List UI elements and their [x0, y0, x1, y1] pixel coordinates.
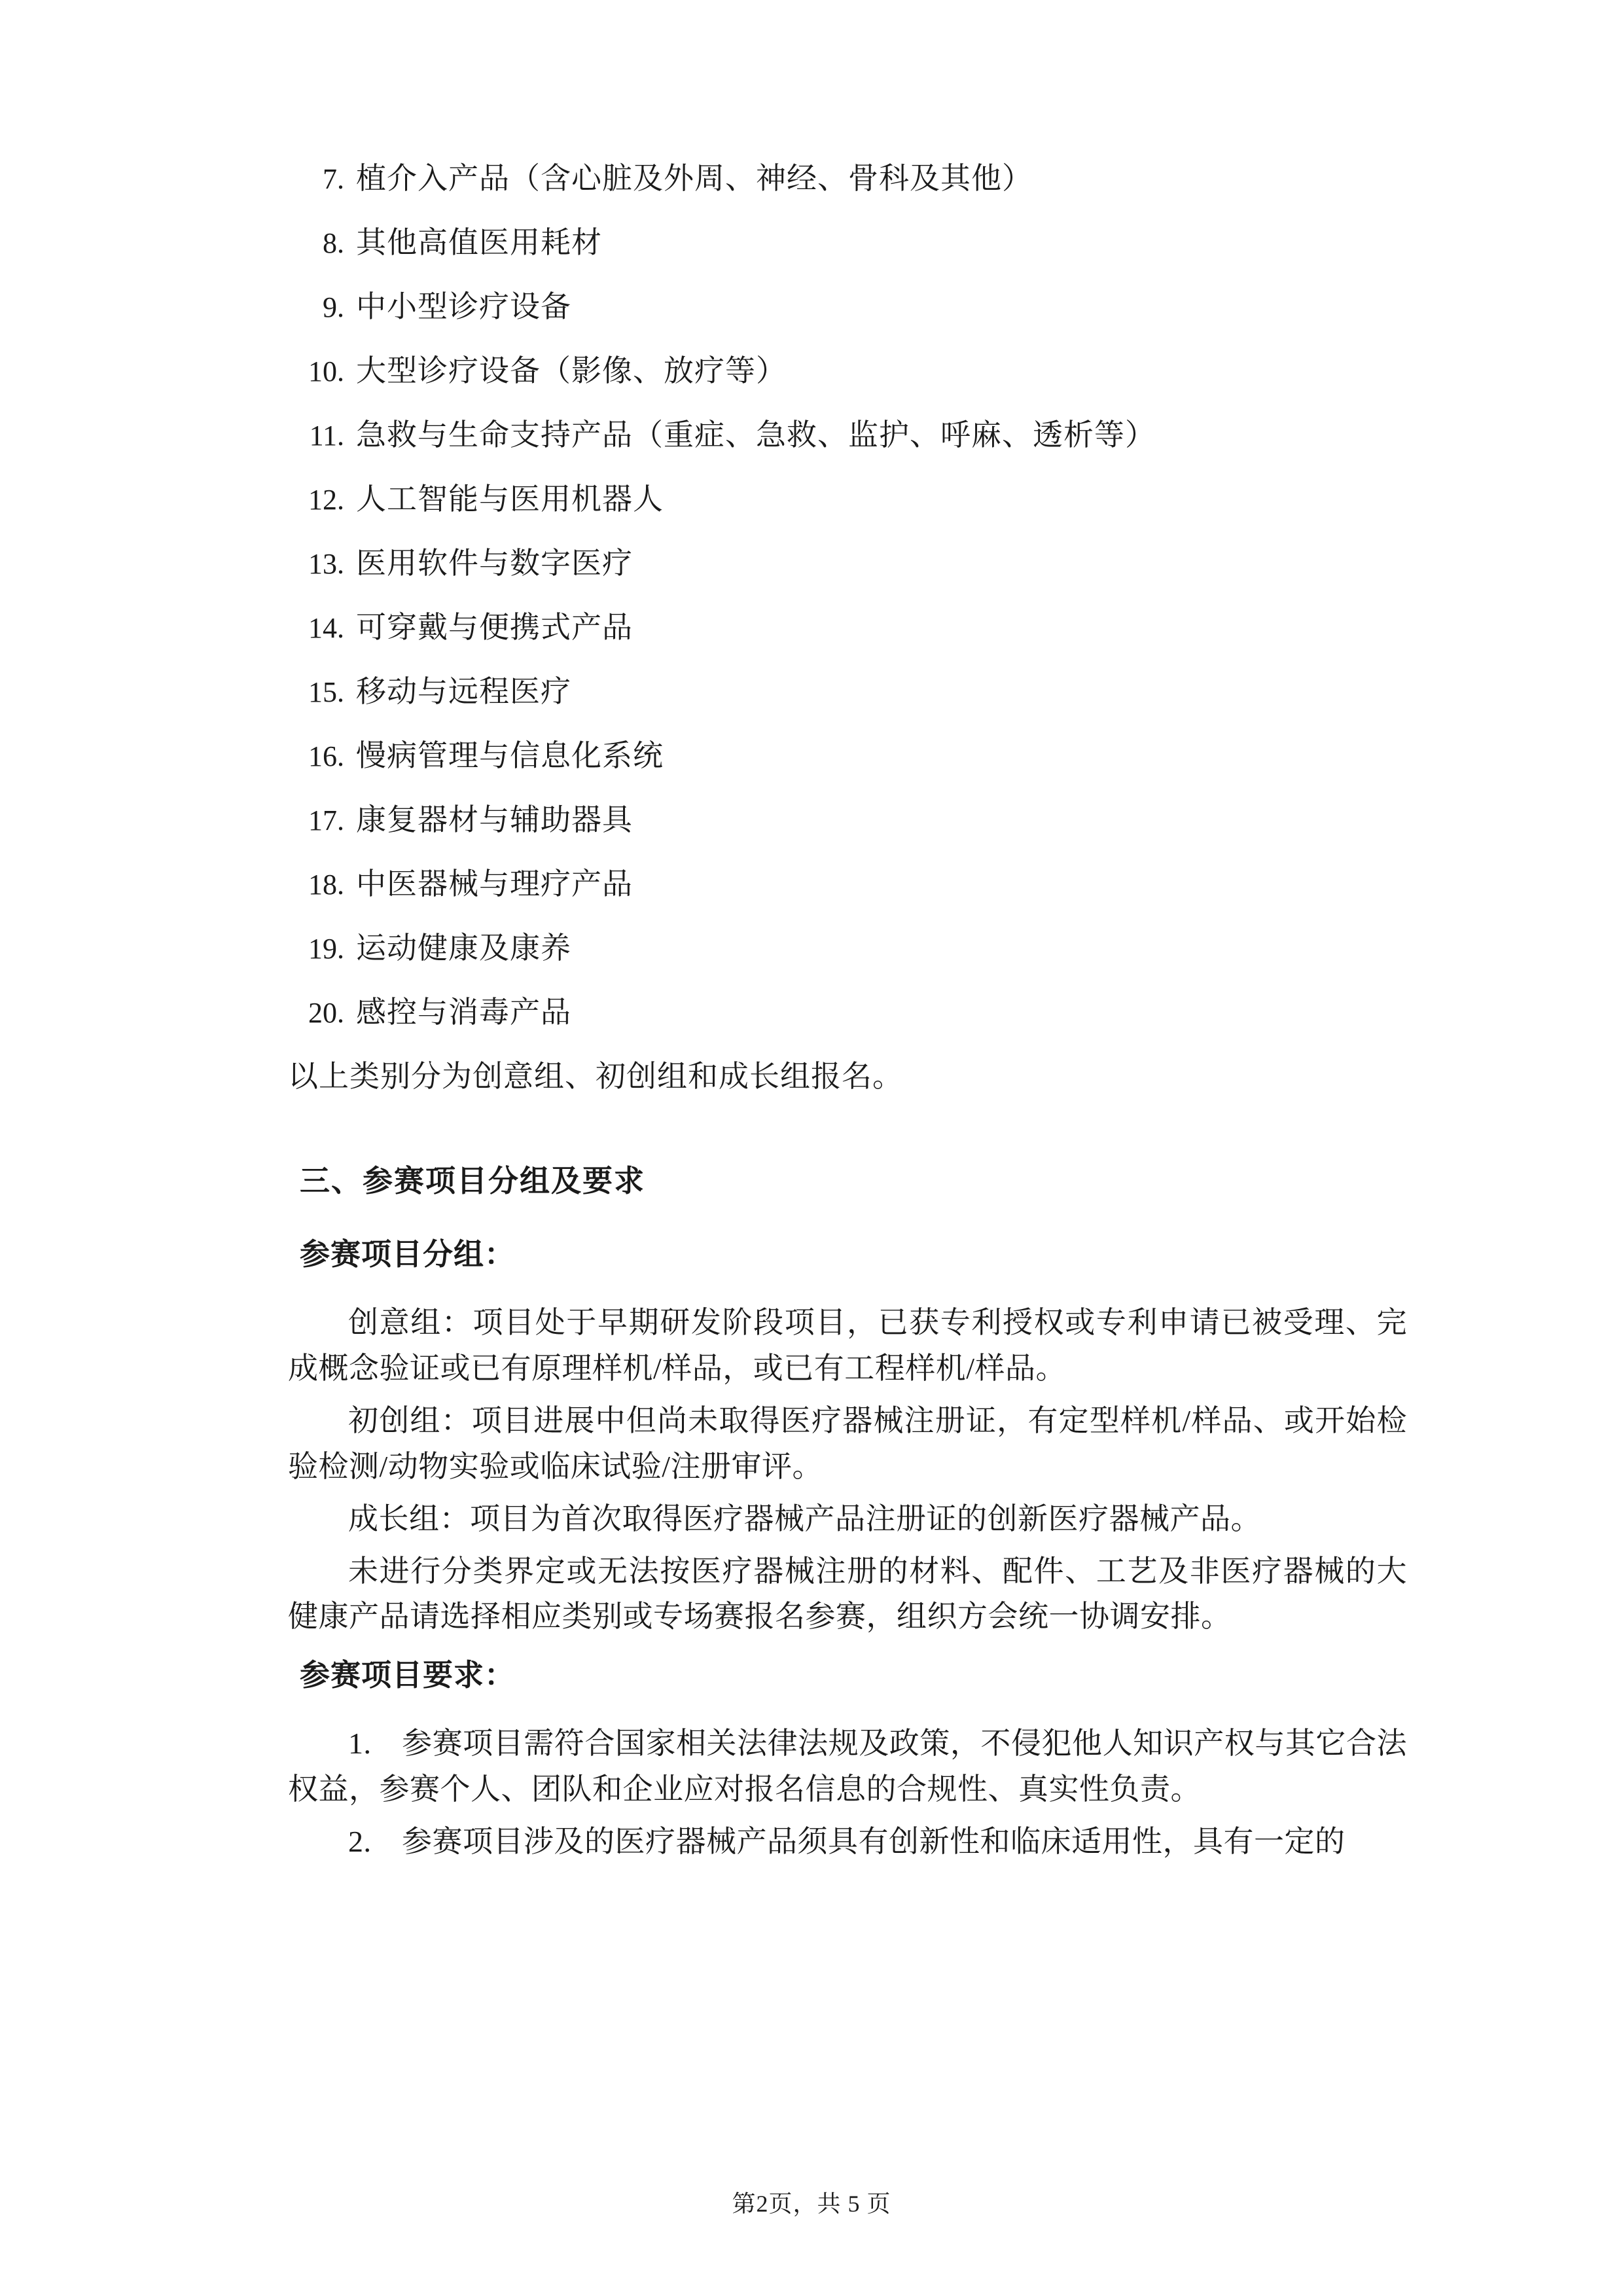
list-item [288, 741, 1407, 771]
list-item [288, 933, 1407, 963]
list-item [288, 548, 1407, 579]
list-item-label: 中医器械与理疗产品 [356, 867, 633, 901]
list-item [288, 997, 1407, 1028]
list-item [288, 484, 1407, 514]
grouping-paragraph-creative: 创意组：项目处于早期研发阶段项目，已获专利授权或专利申请已被受理、完成概念验证或已有原理样机/样品，或已有工程样机/样品。 [288, 1306, 1407, 1385]
list-item-number: 14. [308, 612, 344, 644]
grouping-paragraph-growth: 成长组：项目为首次取得医疗器械产品注册证的创新医疗器械产品。 [348, 1501, 1261, 1535]
list-item-label: 植介入产品（含心脏及外周、神经、骨科及其他） [356, 162, 1033, 195]
list-item-number: 11. [309, 420, 344, 452]
list-closing-line: 以上类别分为创意组、初创组和成长组报名。 [288, 1060, 903, 1093]
list-item [288, 613, 1407, 643]
list-item [288, 420, 1407, 450]
requirement-item-2: 2. 参赛项目涉及的医疗器械产品须具有创新性和临床适用性，具有一定的 [348, 1825, 1346, 1859]
list-item-label: 医用软件与数字医疗 [356, 547, 633, 580]
list-item-number: 19. [308, 933, 344, 965]
list-item-number: 10. [308, 355, 344, 387]
list-item-number: 20. [308, 997, 344, 1029]
list-item-label: 人工智能与医用机器人 [356, 482, 664, 516]
list-item-number: 9. [323, 291, 344, 323]
list-item-label: 感控与消毒产品 [356, 996, 571, 1029]
list-item-label: 移动与远程医疗 [356, 675, 571, 708]
list-item-label: 中小型诊疗设备 [356, 290, 571, 323]
page-footer: 第2页，共 5 页 [732, 2191, 891, 2217]
list-item-number: 16. [308, 740, 344, 772]
grouping-subheading: 参赛项目分组： [300, 1238, 515, 1271]
category-list [288, 164, 1407, 1028]
list-item [288, 677, 1407, 707]
list-item-label: 运动健康及康养 [356, 931, 571, 965]
requirement-item-1: 1. 参赛项目需符合国家相关法律法规及政策，不侵犯他人知识产权与其它合法权益，参赛个人、团队和企业应对报名信息的合规性、真实性负责。 [288, 1727, 1407, 1806]
list-item-number: 17. [308, 804, 344, 836]
section-heading: 三、参赛项目分组及要求 [300, 1164, 645, 1198]
list-item [288, 164, 1407, 194]
list-item-number: 13. [308, 548, 344, 580]
list-item-label: 其他高值医用耗材 [356, 226, 602, 259]
list-item-label: 可穿戴与便携式产品 [356, 611, 633, 644]
list-item-number: 8. [323, 227, 344, 259]
list-item [288, 292, 1407, 322]
requirements-subheading: 参赛项目要求： [300, 1659, 515, 1693]
list-item-label: 急救与生命支持产品（重症、急救、监护、呼麻、透析等） [356, 418, 1156, 452]
list-item-number: 15. [308, 676, 344, 708]
list-item [288, 228, 1407, 258]
list-item-number: 12. [308, 484, 344, 516]
list-item-label: 康复器材与辅助器具 [356, 803, 633, 836]
list-item-number: 7. [323, 163, 344, 195]
grouping-paragraph-other: 未进行分类界定或无法按医疗器械注册的材料、配件、工艺及非医疗器械的大健康产品请选择相应类别或专场赛报名参赛，组织方会统一协调安排。 [288, 1554, 1407, 1634]
list-item-label: 大型诊疗设备（影像、放疗等） [356, 354, 787, 387]
list-item-label: 慢病管理与信息化系统 [356, 739, 664, 772]
list-item-number: 18. [308, 869, 344, 901]
list-item [288, 869, 1407, 899]
grouping-paragraph-startup: 初创组：项目进展中但尚未取得医疗器械注册证，有定型样机/样品、或开始检验检测/动物实验或临床试验/注册审评。 [288, 1403, 1407, 1483]
list-item [288, 805, 1407, 835]
section-spacer [288, 1092, 1407, 1157]
list-item [288, 356, 1407, 386]
